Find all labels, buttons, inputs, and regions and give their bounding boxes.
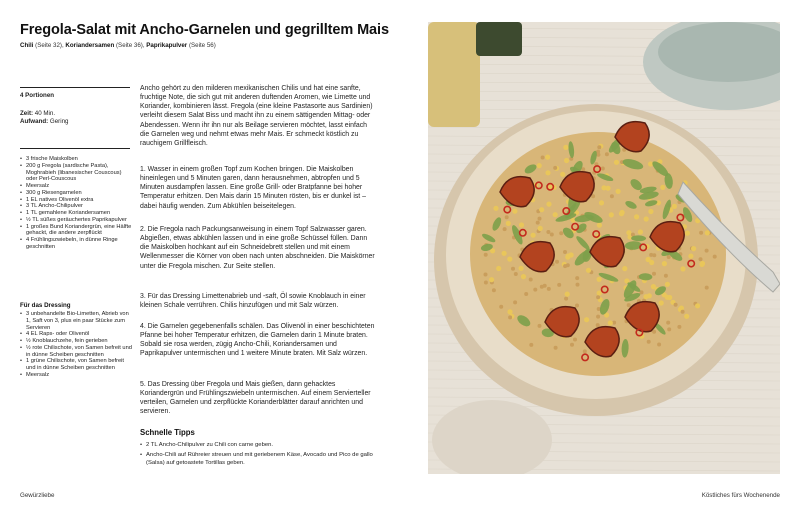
effort-value: Gering [49, 117, 69, 125]
corn-kernel [537, 163, 542, 168]
corn-kernel [688, 254, 693, 259]
corn-kernel [700, 261, 705, 266]
corn-kernel [553, 212, 558, 217]
spice-ref-page: (Seite 36) [116, 42, 143, 49]
dressing-item: • Meersalz [20, 372, 132, 379]
corn-kernel [493, 206, 498, 211]
corn-kernel [489, 277, 494, 282]
corn-kernel [680, 266, 685, 271]
fregola-grain [652, 253, 656, 257]
corn-kernel [614, 160, 619, 165]
fregola-grain [492, 288, 496, 292]
corn-kernel [565, 255, 570, 260]
corn-kernel [507, 309, 512, 314]
corn-kernel [620, 210, 625, 215]
fregola-grain [596, 315, 600, 319]
ingredient-item: • 1 EL natives Olivenöl extra [20, 197, 132, 204]
ingredient-item: • 1 großes Bund Koriandergrün, eine Hälfte gehackt, die andere zerpflückt [20, 224, 132, 238]
tip-item: • 2 TL Ancho-Chilipulver zu Chili con carne geben. [140, 442, 376, 449]
fregola-grain [514, 272, 518, 276]
ingredient-item: • 3 frische Maiskolben [20, 156, 132, 163]
tips-heading: Schnelle Tipps [140, 428, 195, 437]
fregola-grain [575, 276, 579, 280]
fregola-grain [713, 255, 717, 259]
corn-kernel [638, 229, 643, 234]
corn-kernel [597, 291, 602, 296]
spice-ref-name: Paprikapulver [146, 42, 188, 49]
time-label: Zeit: [20, 110, 34, 117]
corn-kernel [622, 266, 627, 271]
salad-bowl-illustration [428, 22, 780, 474]
corn-kernel [643, 294, 648, 299]
fregola-grain [484, 253, 488, 257]
fregola-grain [557, 283, 561, 287]
corn-kernel [665, 295, 670, 300]
recipe-step: 3. Für das Dressing Limettenabrieb und -saft, Öl sowie Knoblauch in einer kleinen Schale verrühren. Chilis hinzufügen und mit Salz würzen. [140, 293, 366, 310]
corn-kernel [521, 274, 526, 279]
portions: 4 Portionen [20, 92, 55, 99]
corn-kernel [616, 189, 621, 194]
dressing-item: • 3 unbehandelte Bio-Limetten, Abrieb von 1, Saft von 3, plus ein paar Stücke zum Servieren [20, 311, 132, 331]
dressing-heading: Für das Dressing [20, 302, 71, 309]
time-effort [20, 110, 130, 126]
ingredient-item: • 4 Frühlingszwiebeln, in dünne Ringe geschnitten [20, 237, 132, 251]
fregola-grain [647, 340, 651, 344]
corn-kernel [691, 246, 696, 251]
fregola-grain [610, 194, 614, 198]
fregola-grain [667, 255, 671, 259]
fregola-grain [666, 321, 670, 325]
fregola-grain [499, 305, 503, 309]
fregola-grain [529, 343, 533, 347]
fregola-grain [657, 343, 661, 347]
spice-ref-page: (Seite 56) [188, 42, 216, 49]
fregola-grain [529, 278, 533, 282]
recipe-step: 4. Die Garnelen gegebenenfalls schälen. Das Olivenöl in einer beschichteten Pfanne bei hoher Temperatur erhitzen, die Garnelen darin 1 Minute braten. Sobald sie rosa werden, zügig Ancho-Chili, Koriandersamen und Paprikapulver untermischen und 1 weitere Minute braten. Mit Salz würzen. [140, 323, 375, 358]
fregola-grain [538, 324, 542, 328]
fregola-grain [559, 231, 563, 235]
corn-kernel [502, 251, 507, 256]
fregola-grain [563, 250, 567, 254]
fregola-grain [699, 231, 703, 235]
corn-kernel [560, 172, 565, 177]
corn-kernel [519, 222, 524, 227]
fregola-grain [566, 263, 570, 267]
corn-kernel [564, 158, 569, 163]
corn-kernel [531, 233, 536, 238]
recipe-step: 5. Das Dressing über Fregola und Mais gießen, dann gehacktes Koriandergrün und Frühlingszwiebeln untermischen. Auf einem Servierteller verteilen, Garnelen und zerpflückte Korianderblätter darauf anrichten und servieren. [140, 381, 371, 416]
corn-kernel [601, 185, 606, 190]
ingredient-item: • Meersalz [20, 183, 132, 190]
dressing-item: • ½ Knoblauchzehe, fein gerieben [20, 338, 132, 345]
fregola-grain [533, 288, 537, 292]
corn-kernel [545, 170, 550, 175]
corn-kernel [506, 221, 511, 226]
ingredient-item: • 300 g Riesengarnelen [20, 190, 132, 197]
corn-kernel [519, 266, 524, 271]
corn-kernel [546, 202, 551, 207]
corn-kernel [649, 260, 654, 265]
spice-ref-name: Koriandersamen [65, 42, 115, 49]
fregola-grain [536, 221, 540, 225]
fregola-grain [664, 274, 668, 278]
recipe-intro: Ancho gehört zu den milderen mexikanischen Chilis und hat eine sanfte, fruchtige Note, die sich gut mit anderen duftenden Aromen, wie Limette und Koriander, kombinieren lässt. Fregola (eine kleine Pastasorte aus Sardinien) verleiht diesem Salat Biss und macht ihn zu einem sättigenden Mittag- oder Abendessen. Wenn ihr ihn nur als Beilage servieren möchtet, lasst einfach die Garnelen weg und nehmt etwas mehr Mais. Er schmeckt köstlich zu rauchigem Grillfleisch. [140, 85, 373, 147]
fregola-grain [705, 286, 709, 290]
fregola-grain [484, 273, 488, 277]
fregola-grain [605, 152, 609, 156]
fregola-grain [505, 215, 509, 219]
fregola-grain [513, 300, 517, 304]
corn-kernel [545, 155, 550, 160]
recipe-photo [428, 22, 780, 474]
corn-kernel [538, 226, 543, 231]
fregola-grain [596, 323, 600, 327]
fregola-grain [583, 349, 587, 353]
fregola-grain [555, 260, 559, 264]
fregola-grain [681, 310, 685, 314]
dressing-list [20, 311, 132, 379]
corn-kernel [665, 282, 670, 287]
fregola-grain [576, 283, 580, 287]
recipe-step: 2. Die Fregola nach Packungsanweisung in einem Topf Salzwasser garen. Abgießen, etwas abkühlen lassen und in eine große Schüssel füllen. Dann die Maiskolben hochkant auf ein Schneidebrett stellen und mit einem Wellenmesser die Körner von oben nach unten abschneiden. Die Maiskörner unter die Fregola mischen. Zur Seite stellen. [140, 226, 375, 270]
corn-kernel [507, 257, 512, 262]
corn-kernel [609, 212, 614, 217]
footer-left: Gewürzliebe [20, 492, 55, 499]
footer-right: Köstliches fürs Wochenende [701, 492, 780, 499]
ingredient-item: • ½ TL süßes geräuchertes Paprikapulver [20, 217, 132, 224]
effort-label: Aufwand: [20, 117, 49, 125]
fregola-grain [652, 330, 656, 334]
corn-kernel [695, 303, 700, 308]
fregola-grain [554, 346, 558, 350]
fregola-grain [484, 281, 488, 285]
fregola-grain [550, 233, 554, 237]
spice-ref-page: (Seite 32) [35, 42, 62, 49]
fregola-grain [674, 303, 678, 307]
corn-kernel [599, 200, 604, 205]
spice-references: Chili (Seite 32), Koriandersamen (Seite 36), Paprikapulver (Seite 56) [20, 42, 216, 49]
dressing-item: • 4 EL Raps- oder Olivenöl [20, 331, 132, 338]
corn-kernel [634, 214, 639, 219]
bottle [476, 22, 522, 56]
fregola-grain [627, 303, 631, 307]
fregola-grain [597, 145, 601, 149]
fregola-grain [575, 304, 579, 308]
corn-kernel [662, 261, 667, 266]
fregola-grain [553, 166, 557, 170]
corn-kernel [684, 314, 689, 319]
corn-kernel [648, 209, 653, 214]
fregola-grain [652, 272, 656, 276]
fregola-grain [511, 267, 515, 271]
tip-item: • Ancho-Chili auf Rühreier streuen und mit geriebenem Käse, Avocado und Pico de gallo (Salsa) auf getoastete Tortillas geben. [140, 452, 376, 467]
ingredient-item: • 1 TL gemahlene Koriandersamen [20, 210, 132, 217]
spice-ref-name: Chili [20, 42, 34, 49]
corn-kernel [685, 231, 690, 236]
fregola-grain [541, 156, 545, 160]
drinking-glass [428, 22, 480, 127]
dressing-item: • 1 grüne Chilischote, von Samen befreit und in dünne Scheiben geschnitten [20, 358, 132, 372]
fregola-grain [601, 167, 605, 171]
corn-kernel [539, 207, 544, 212]
corn-kernel [584, 317, 589, 322]
ingredient-list [20, 156, 132, 251]
ingredient-item: • 3 TL Ancho-Chilipulver [20, 203, 132, 210]
recipe-step: 1. Wasser in einem großen Topf zum Kochen bringen. Die Maiskolben hineinlegen und 5 Minuten garen, dann herausnehmen, abtropfen und 5 Minuten ausdampfen lassen. Eine große Grill- oder Bratpfanne bei hoher Temperatur erhitzen. Den Mais darin 15 Minuten rösten, bis er dunkel ist – dabei häufig wenden. Zum Abkühlen beiseitelegen. [140, 166, 366, 210]
corn-kernel [672, 204, 677, 209]
corn-kernel [512, 209, 517, 214]
tips-list [140, 442, 376, 470]
ingredient-item: • 200 g Fregola (sardische Pasta), Moghrabieh (libanesischer Couscous) oder Perl-Couscous [20, 163, 132, 183]
fregola-grain [677, 325, 681, 329]
fregola-grain [503, 227, 507, 231]
fregola-grain [573, 338, 577, 342]
dressing-item: • ½ rote Chilischote, von Samen befreit und in dünne Scheiben geschnitten [20, 345, 132, 359]
fregola-grain [540, 285, 544, 289]
fregola-grain [546, 230, 550, 234]
divider [20, 148, 130, 149]
fregola-grain [699, 257, 703, 261]
divider [20, 87, 130, 88]
fregola-grain [564, 297, 568, 301]
fregola-grain [547, 287, 551, 291]
corn-kernel [644, 216, 649, 221]
corn-kernel [565, 292, 570, 297]
fregola-grain [596, 295, 600, 299]
fregola-grain [538, 217, 542, 221]
corn-kernel [659, 300, 664, 305]
fregola-grain [524, 292, 528, 296]
fregola-grain [508, 315, 512, 319]
fregola-grain [570, 343, 574, 347]
fregola-grain [705, 249, 709, 253]
corn-kernel [660, 185, 665, 190]
corn-kernel [597, 277, 602, 282]
corn-kernel [597, 223, 602, 228]
time-value: 40 Min. [34, 110, 56, 117]
corn-kernel [496, 266, 501, 271]
recipe-title: Fregola-Salat mit Ancho-Garnelen und gegrilltem Mais [20, 22, 389, 38]
corn-kernel [608, 320, 613, 325]
corn-kernel [586, 268, 591, 273]
fregola-grain [667, 327, 671, 331]
corn-kernel [563, 145, 568, 150]
corn-kernel [705, 230, 710, 235]
